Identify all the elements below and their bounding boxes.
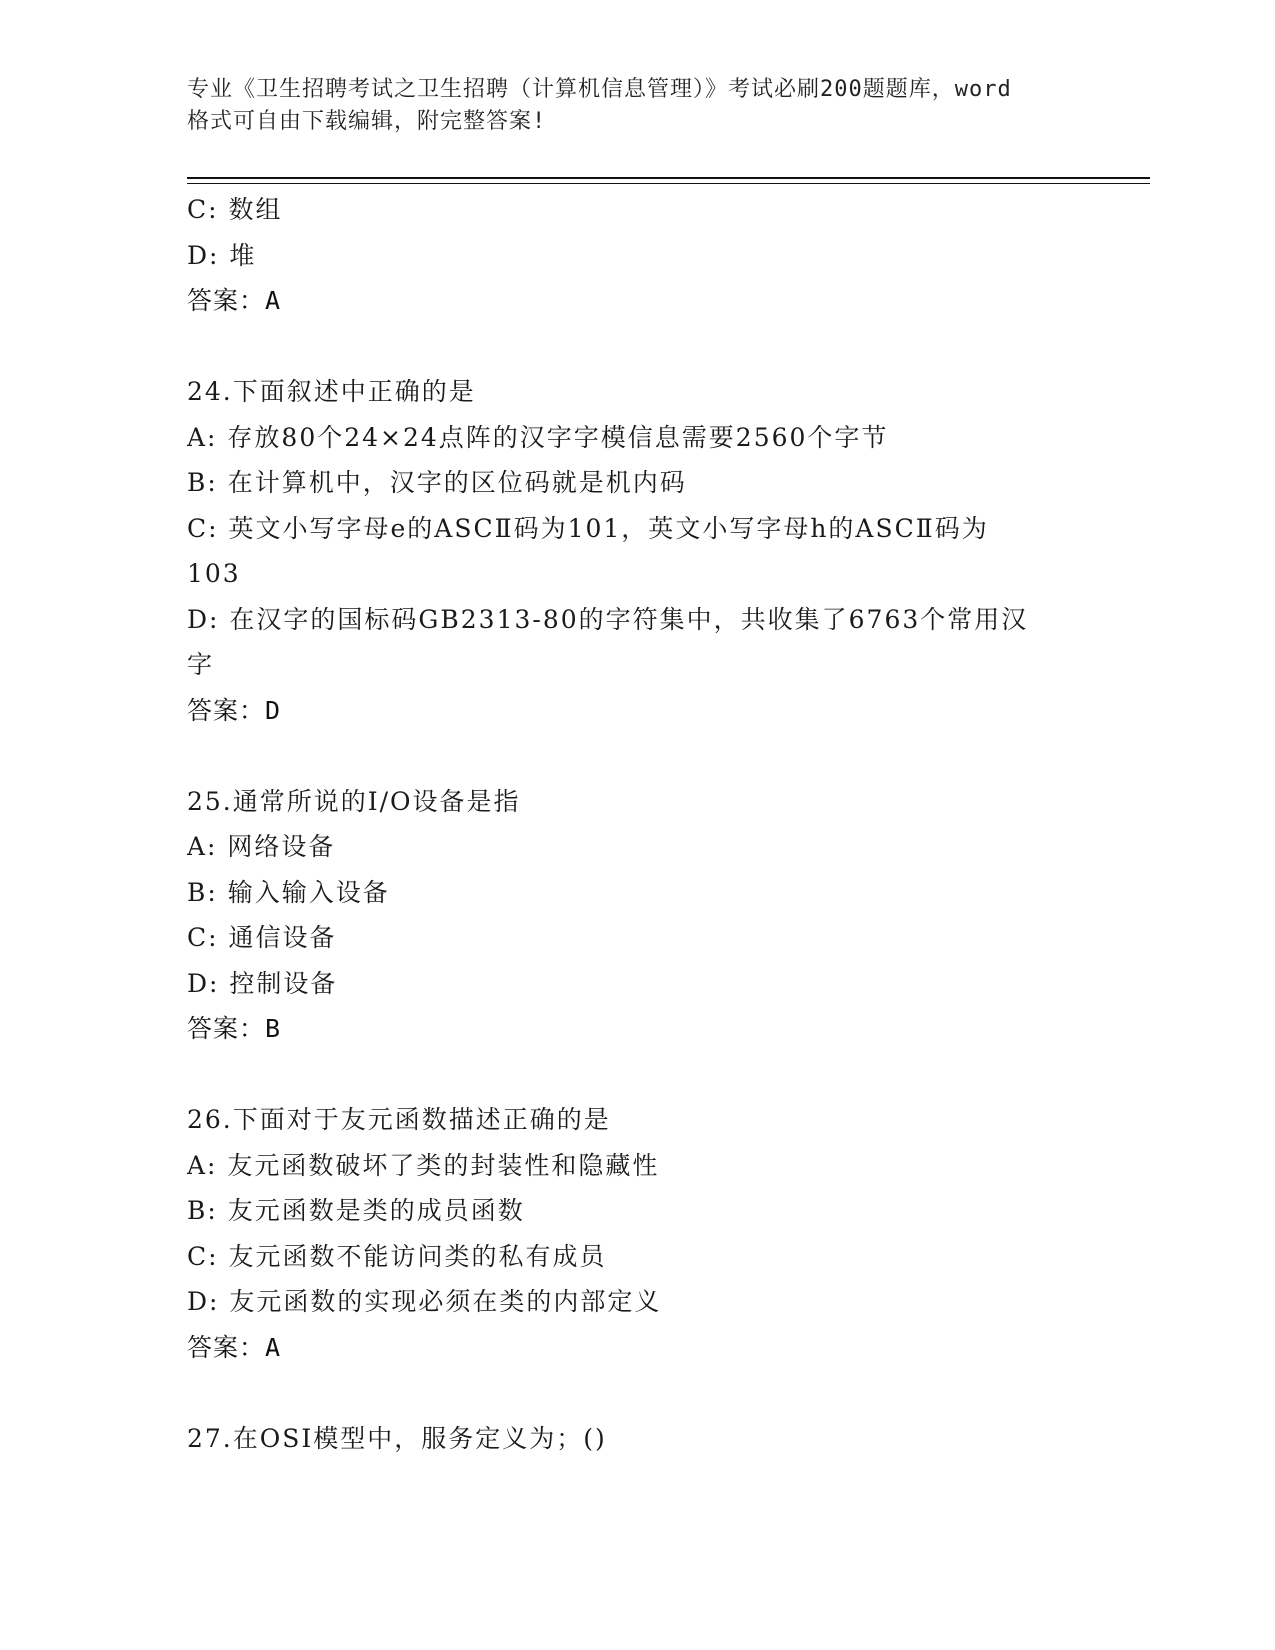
answer: 答案：A	[187, 1332, 282, 1362]
option-b: B: 友元函数是类的成员函数	[187, 1196, 525, 1225]
option-c: C: 通信设备	[187, 923, 337, 952]
option-d: D: 在汉字的国标码GB2313-80的字符集中，共收集了6763个常用汉	[187, 604, 1029, 634]
question-27-block	[187, 1416, 1087, 1462]
option-b: B: 在计算机中，汉字的区位码就是机内码	[187, 468, 687, 497]
option-a: A: 友元函数破坏了类的封装性和隐藏性	[187, 1150, 660, 1180]
question-25-block	[187, 779, 1087, 1052]
spacer	[187, 1370, 1087, 1416]
option-c: C: 友元函数不能访问类的私有成员	[187, 1241, 607, 1271]
header-line-1: 专业《卫生招聘考试之卫生招聘（计算机信息管理）》考试必刷200题题库，word	[187, 77, 1012, 102]
question-24-block	[187, 369, 1087, 733]
option-d: D: 控制设备	[187, 968, 338, 998]
header-divider-thin	[187, 183, 1150, 184]
answer: 答案：B	[187, 1014, 282, 1043]
option-a: A: 网络设备	[187, 832, 336, 861]
question-text: 24.下面叙述中正确的是	[187, 377, 476, 406]
option-c-continued: 103	[187, 559, 241, 588]
document-header	[187, 74, 1087, 138]
answer: 答案：D	[187, 695, 282, 725]
question-26-block	[187, 1097, 1087, 1370]
option-c: C: 数组	[187, 195, 283, 224]
option-d: D: 友元函数的实现必须在类的内部定义	[187, 1287, 662, 1316]
answer: 答案：A	[187, 286, 282, 315]
option-d-continued: 字	[187, 650, 215, 679]
option-d: D: 堆	[187, 240, 257, 270]
option-b: B: 输入输入设备	[187, 877, 390, 907]
question-text: 25.通常所说的I/O设备是指	[187, 786, 521, 816]
question-23-block	[187, 187, 1087, 324]
option-c: C: 英文小写字母e的ASCⅡ码为101，英文小写字母h的ASCⅡ码为	[187, 513, 989, 543]
header-divider-thick	[187, 177, 1150, 179]
question-text: 26.下面对于友元函数描述正确的是	[187, 1105, 611, 1134]
option-a: A: 存放80个24×24点阵的汉字字模信息需要2560个字节	[187, 422, 889, 452]
question-list	[187, 187, 1087, 1461]
spacer	[187, 1052, 1087, 1098]
spacer	[187, 324, 1087, 370]
question-text: 27.在OSI模型中，服务定义为；()	[187, 1423, 607, 1453]
spacer	[187, 733, 1087, 779]
header-line-2: 格式可自由下载编辑，附完整答案!	[187, 109, 547, 134]
